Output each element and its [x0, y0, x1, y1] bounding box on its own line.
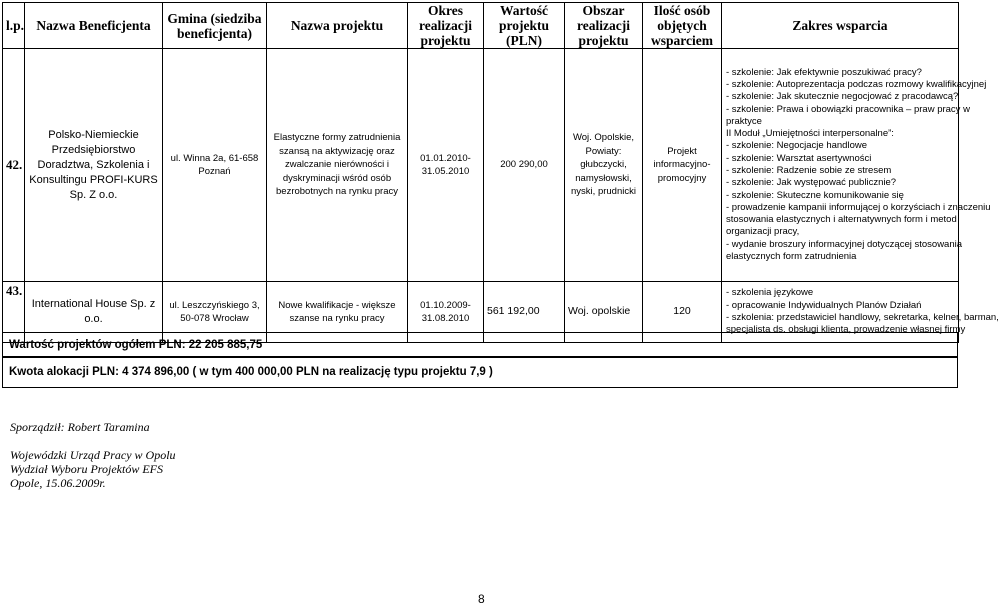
row-beneficiary: International House Sp. z o.o.	[25, 282, 163, 343]
header-persons: Ilość osób objętych wsparciem	[643, 3, 722, 49]
scope-line: specjalista ds. obsługi klienta, prowadzenie własnej firmy	[726, 324, 966, 336]
scope-line: - szkolenie: Jak efektywnie poszukiwać pracy?	[726, 66, 922, 78]
row-value: 561 192,00	[484, 282, 565, 343]
scope-line: - szkolenie: Prawa i obowiązki pracownika – praw pracy w	[726, 103, 970, 115]
page-number: 8	[478, 592, 485, 606]
allocation-text: Kwota alokacji PLN: 4 374 896,00 ( w tym 400 000,00 PLN na realizację typu projektu 7,9 )	[3, 357, 958, 388]
row-persons: Projekt informacyjno-promocyjny	[643, 49, 722, 282]
row-persons: 120	[643, 282, 722, 343]
total-value-text: Wartość projektów ogółem PLN: 22 205 885,75	[3, 333, 958, 358]
place-date: Opole, 15.06.2009r.	[10, 476, 106, 490]
header-period: Okres realizacji projektu	[408, 3, 484, 49]
row-period: 01.01.2010-31.05.2010	[408, 49, 484, 282]
scope-line: - szkolenie: Radzenie sobie ze stresem	[726, 165, 892, 176]
row-project-name: Nowe kwalifikacje - większe szanse na rynku pracy	[267, 282, 408, 343]
header-lp: l.p.	[3, 3, 25, 49]
row-lp: 42.	[3, 49, 25, 282]
scope-line: - opracowanie Indywidualnych Planów Działań	[726, 299, 922, 311]
table-row	[3, 49, 959, 282]
department-name: Wydział Wyboru Projektów EFS	[10, 462, 163, 476]
scope-line: - szkolenie: Jak występować publicznie?	[726, 177, 897, 189]
header-project-name: Nazwa projektu	[267, 3, 408, 49]
header-beneficiary: Nazwa Beneficjenta	[25, 3, 163, 49]
scope-line: - szkolenie: Warsztat asertywności	[726, 152, 872, 164]
header-area: Obszar realizacji projektu	[565, 3, 643, 49]
allocation-box	[2, 356, 958, 388]
row-municipality: ul. Leszczyńskiego 3, 50-078 Wrocław	[163, 282, 267, 343]
scope-line: - szkolenie: Jak skutecznie negocjować z pracodawcą?	[726, 91, 959, 103]
header-value: Wartość projektu (PLN)	[484, 3, 565, 49]
row-value: 200 290,00	[484, 49, 565, 282]
scope-line: II Moduł „Umiejętności interpersonalne”:	[726, 128, 894, 140]
scope-line: stosowania elastycznych i alternatywnych form i metod	[726, 214, 957, 226]
office-name: Wojewódzki Urząd Pracy w Opolu	[10, 448, 176, 462]
prepared-by: Sporządził: Robert Taramina	[10, 420, 150, 434]
scope-line: - szkolenie: Skuteczne komunikowanie się	[726, 189, 904, 201]
row-area: Woj. opolskie	[565, 282, 643, 343]
row-scope	[722, 49, 991, 282]
scope-line: - szkolenie: Negocjacje handlowe	[726, 140, 867, 152]
scope-line: - szkolenia: przedstawiciel handlowy, sekretarka, kelner, barman,	[726, 312, 999, 323]
header-municipality: Gmina (siedziba beneficjenta)	[163, 3, 267, 49]
scope-line: - prowadzenie kampanii informującej o korzyściach i znaczeniu	[726, 201, 991, 213]
row-period: 01.10.2009-31.08.2010	[408, 282, 484, 343]
row-lp: 43.	[3, 282, 25, 343]
row-beneficiary: Polsko-Niemieckie Przedsiębiorstwo Doradztwa, Szkolenia i Konsultingu PROFI-KURS Sp. Z o.o.	[25, 49, 163, 282]
row-area: Woj. Opolskie, Powiaty: głubczycki, namysłowski, nyski, prudnicki	[565, 49, 643, 282]
signature-block	[10, 420, 176, 490]
total-value-box	[2, 332, 958, 358]
scope-line: - wydanie broszury informacyjnej dotyczącej stosowania	[726, 238, 963, 250]
projects-table	[2, 2, 999, 343]
row-project-name: Elastyczne formy zatrudnienia szansą na aktywizację oraz zwalczanie nierówności i dyskryminacji wśród osób bezrobotnych na rynku pracy	[267, 49, 408, 282]
header-scope: Zakres wsparcia	[722, 3, 959, 49]
header-row	[3, 3, 959, 49]
scope-line: - szkolenia językowe	[726, 287, 814, 299]
scope-line: - szkolenie: Autoprezentacja podczas rozmowy kwalifikacyjnej	[726, 78, 987, 90]
scope-line: praktyce	[726, 115, 762, 127]
row-municipality: ul. Winna 2a, 61-658 Poznań	[163, 49, 267, 282]
scope-line: elastycznych form zatrudnienia	[726, 251, 857, 263]
scope-line: organizacji pracy,	[726, 226, 800, 238]
